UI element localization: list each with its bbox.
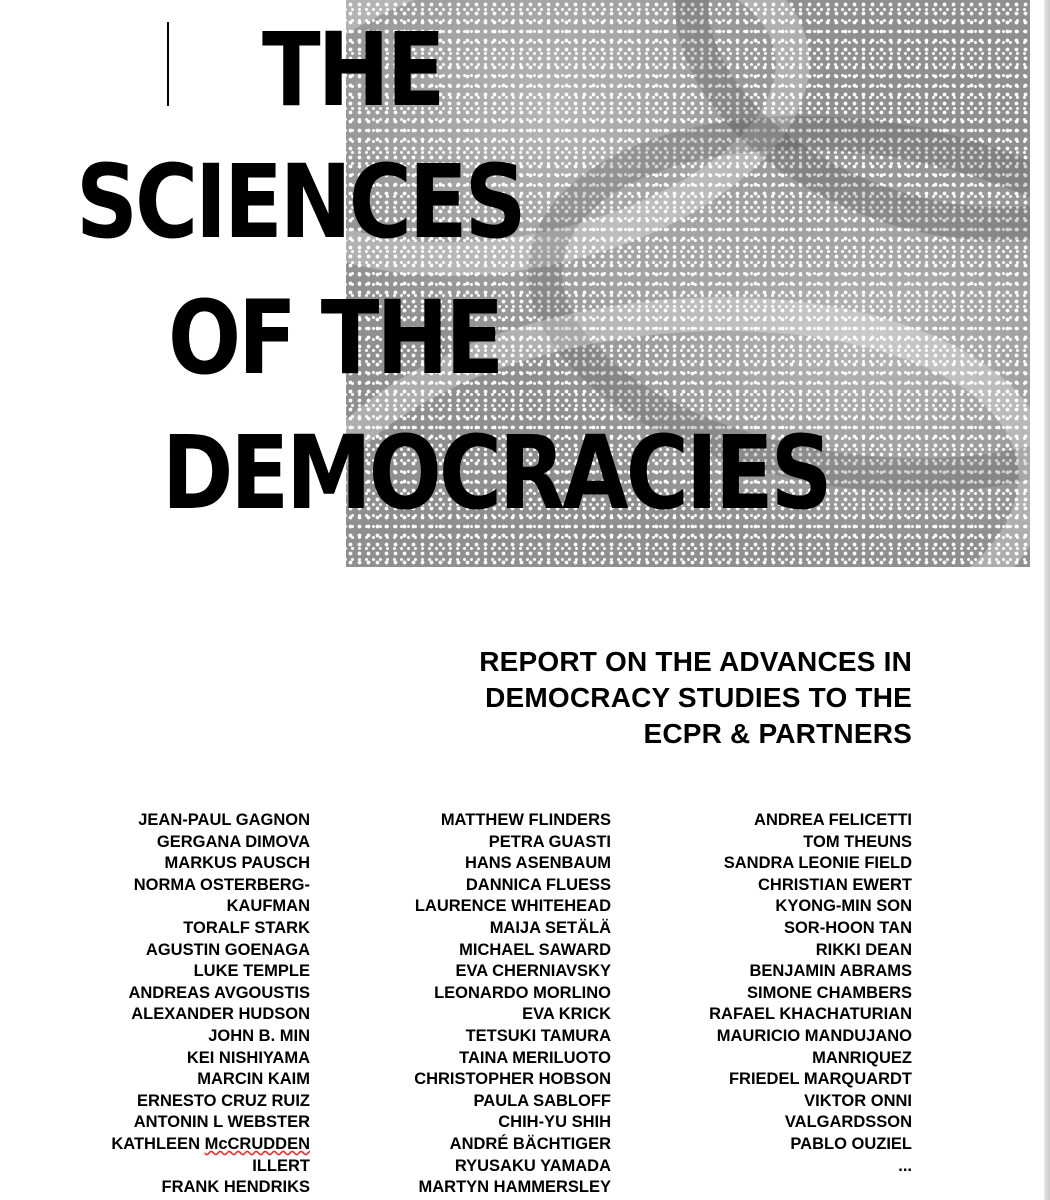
author-name: SANDRA LEONIE FIELD bbox=[723, 854, 912, 873]
author-name: CHIH-YU SHIH bbox=[498, 1113, 611, 1132]
author-name: JEAN-PAUL GAGNON bbox=[138, 811, 310, 829]
author-name: ANTONIN L WEBSTER bbox=[133, 1113, 310, 1132]
author-name: MAIJA SETÄLÄ bbox=[489, 918, 611, 937]
author-name: ANDREA FELICETTI bbox=[754, 811, 912, 829]
report-subtitle bbox=[479, 644, 912, 752]
author-name: MAURICIO MANDUJANO bbox=[716, 1026, 912, 1045]
author-name: NORMA OSTERBERG- bbox=[133, 875, 310, 894]
author-name: EVA KRICK bbox=[522, 1005, 611, 1024]
author-name: RYUSAKU YAMADA bbox=[454, 1156, 611, 1175]
author-name: BENJAMIN ABRAMS bbox=[749, 962, 912, 981]
author-name: LUKE TEMPLE bbox=[193, 962, 310, 981]
author-name: SOR-HOON TAN bbox=[783, 918, 912, 937]
author-name: MARKUS PAUSCH bbox=[164, 854, 310, 873]
author-name: MATTHEW FLINDERS bbox=[440, 811, 611, 829]
author-name: FRIEDEL MARQUARDT bbox=[728, 1070, 912, 1089]
author-name: ALEXANDER HUDSON bbox=[131, 1005, 310, 1024]
author-name: RAFAEL KHACHATURIAN bbox=[709, 1005, 912, 1024]
ellipsis: ... bbox=[898, 1156, 912, 1175]
author-name: RIKKI DEAN bbox=[815, 940, 912, 959]
author-name: ERNESTO CRUZ RUIZ bbox=[137, 1091, 310, 1110]
author-name: ILLERT bbox=[252, 1156, 310, 1175]
author-name: PAULA SABLOFF bbox=[473, 1091, 611, 1110]
author-column-3 bbox=[709, 810, 912, 1177]
author-name: TETSUKI TAMURA bbox=[465, 1026, 611, 1045]
spellcheck-underline: McCRUDDEN bbox=[204, 1134, 310, 1153]
author-name: TAINA MERILUOTO bbox=[459, 1048, 611, 1067]
title-line-2: SCIENCES bbox=[76, 143, 524, 262]
author-name: MICHAEL SAWARD bbox=[459, 940, 611, 959]
page-edge bbox=[1044, 0, 1050, 1200]
author-name: PABLO OUZIEL bbox=[790, 1134, 912, 1153]
author-name: KAUFMAN bbox=[226, 897, 310, 916]
author-name: CHRISTOPHER HOBSON bbox=[414, 1070, 611, 1089]
author-name: FRANK HENDRIKS bbox=[161, 1178, 310, 1197]
subtitle-line: DEMOCRACY STUDIES TO THE bbox=[485, 682, 912, 713]
author-name: LEONARDO MORLINO bbox=[434, 983, 611, 1002]
author-column-1 bbox=[111, 810, 310, 1199]
author-name: KATHLEEN McCRUDDEN bbox=[111, 1134, 310, 1153]
author-name: JOHN B. MIN bbox=[208, 1026, 310, 1045]
title-line-3: OF THE bbox=[168, 279, 502, 398]
title-vertical-rule bbox=[167, 22, 169, 106]
author-name: EVA CHERNIAVSKY bbox=[455, 962, 611, 981]
author-name: TOM THEUNS bbox=[803, 832, 912, 851]
author-name: SIMONE CHAMBERS bbox=[746, 983, 912, 1002]
author-name: ANDRÉ BÄCHTIGER bbox=[449, 1134, 611, 1153]
author-name: DANNICA FLUESS bbox=[465, 875, 611, 894]
author-name: AGUSTIN GOENAGA bbox=[145, 940, 310, 959]
author-name: MARTYN HAMMERSLEY bbox=[418, 1178, 611, 1197]
subtitle-line: REPORT ON THE ADVANCES IN bbox=[479, 646, 912, 677]
author-name: TORALF STARK bbox=[183, 918, 310, 937]
author-name: KEI NISHIYAMA bbox=[186, 1048, 310, 1067]
subtitle-line: ECPR & PARTNERS bbox=[643, 718, 912, 749]
title-line-4: DEMOCRACIES bbox=[162, 414, 830, 533]
title-line-1: THE bbox=[262, 11, 443, 130]
author-name: KYONG-MIN SON bbox=[775, 897, 912, 916]
author-name: PETRA GUASTI bbox=[488, 832, 611, 851]
author-name: MARCIN KAIM bbox=[197, 1070, 310, 1089]
author-name: CHRISTIAN EWERT bbox=[758, 875, 912, 894]
author-name: LAURENCE WHITEHEAD bbox=[414, 897, 611, 916]
author-name: MANRIQUEZ bbox=[812, 1048, 912, 1067]
author-name: GERGANA DIMOVA bbox=[156, 832, 310, 851]
author-name: VALGARDSSON bbox=[784, 1113, 912, 1132]
author-column-2 bbox=[414, 810, 611, 1199]
author-name: ANDREAS AVGOUSTIS bbox=[128, 983, 310, 1002]
author-name: HANS ASENBAUM bbox=[464, 854, 611, 873]
author-name: VIKTOR ONNI bbox=[804, 1091, 912, 1110]
